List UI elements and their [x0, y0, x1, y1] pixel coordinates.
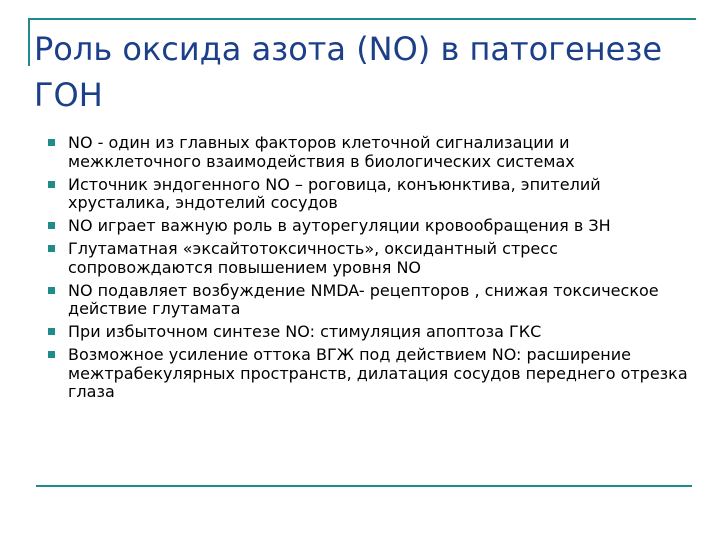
top-divider-line	[28, 18, 696, 20]
bullet-text: Возможное усиление оттока ВГЖ под действием NO: расширение межтрабекулярных пространств, дилатация сосудов переднего отрезка глаза	[68, 345, 688, 401]
bullet-item	[48, 217, 688, 236]
bullet-item	[48, 346, 688, 402]
square-bullet-icon	[48, 181, 55, 188]
bullet-item	[48, 323, 688, 342]
bullet-item	[48, 176, 688, 213]
bullet-list	[48, 134, 688, 406]
bullet-text: NO подавляет возбуждение NMDA- рецепторов , снижая токсическое действие глутамата	[68, 280, 659, 318]
square-bullet-icon	[48, 287, 55, 294]
bullet-text: Глутаматная «эксайтотоксичность», оксидантный стресс сопровождаются повышением уровня NO	[68, 239, 558, 277]
square-bullet-icon	[48, 245, 55, 252]
square-bullet-icon	[48, 139, 55, 146]
title-accent-bar	[28, 18, 30, 66]
bullet-text: NO - один из главных факторов клеточной сигнализации и межклеточного взаимодействия в биологических системах	[68, 133, 575, 171]
bullet-text: При избыточном синтезе NO: стимуляция апоптоза ГКС	[68, 322, 542, 341]
slide-title: Роль оксида азота (NO) в патогенезе ГОН	[34, 30, 663, 114]
square-bullet-icon	[48, 328, 55, 335]
square-bullet-icon	[48, 351, 55, 358]
bullet-text: Источник эндогенного NO – роговица, конъюнктива, эпителий хрусталика, эндотелий сосудов	[68, 174, 601, 212]
bullet-item	[48, 282, 688, 319]
square-bullet-icon	[48, 222, 55, 229]
bullet-item	[48, 134, 688, 171]
bullet-item	[48, 240, 688, 277]
bottom-divider-line	[36, 485, 692, 487]
bullet-text: NO играет важную роль в ауторегуляции кровообращения в ЗН	[68, 216, 611, 235]
